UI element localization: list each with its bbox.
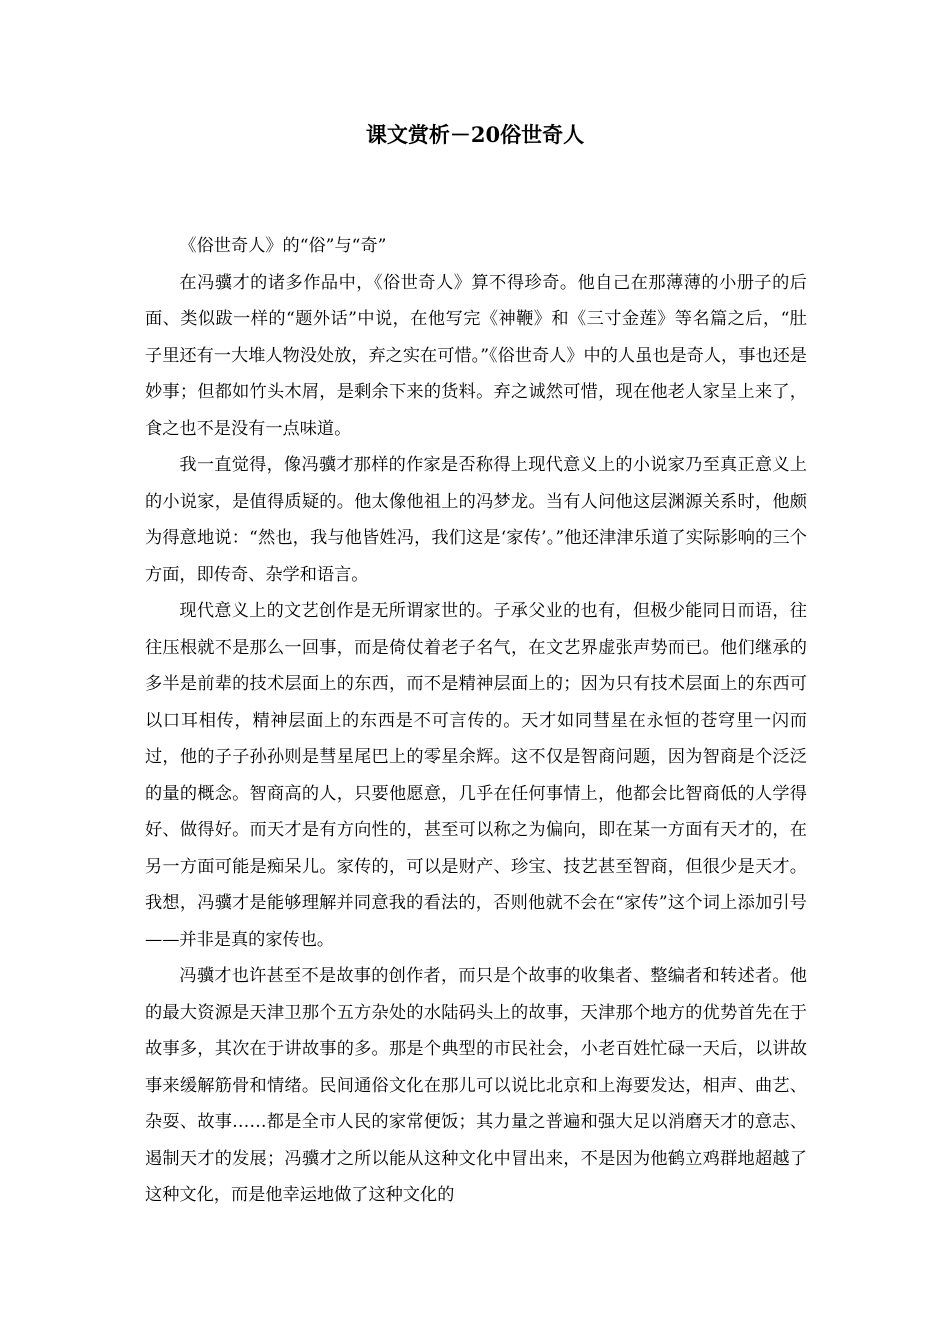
paragraph-1: 在冯骥才的诸多作品中，《俗世奇人》算不得珍奇。他自己在那薄薄的小册子的后面、类似跋一样的“题外话”中说，在他写完《神鞭》和《三寸金莲》等名篇之后，“肚子里还有一大堆人物没处放，弃之实在可惜。”《俗世奇人》中的人虽也是奇人，事也还是妙事；但都如竹头木屑，是剩余下来的货料。弃之诚然可惜，现在他老人家呈上来了，食之也不是没有一点味道。 [145, 272, 807, 439]
document-title: 课文赏析－20俗世奇人 [365, 122, 585, 147]
document-body [145, 228, 807, 1214]
section-subtitle: 《俗世奇人》的“俗”与“奇” [179, 236, 387, 256]
paragraph-4: 冯骥才也许甚至不是故事的创作者，而只是个故事的收集者、整编者和转述者。他的最大资源是天津卫那个五方杂处的水陆码头上的故事，天津那个地方的优势首先在于故事多，其次在于讲故事的多。那是个典型的市民社会，小老百姓忙碌一天后，以讲故事来缓解筋骨和情绪。民间通俗文化在那儿可以说比北京和上海要发达，相声、曲艺、杂耍、故事……都是全市人民的家常便饭；其力量之普遍和强大足以消磨天才的意志、遏制天才的发展；冯骥才之所以能从这种文化中冒出来，不是因为他鹤立鸡群地超越了这种文化，而是他幸运地做了这种文化的 [145, 966, 807, 1205]
paragraph-3: 现代意义上的文艺创作是无所谓家世的。子承父业的也有，但极少能同日而语，往往压根就不是那么一回事，而是倚仗着老子名气，在文艺界虚张声势而已。他们继承的多半是前辈的技术层面上的东西，而不是精神层面上的；因为只有技术层面上的东西可以口耳相传，精神层面上的东西是不可言传的。天才如同彗星在永恒的苍穹里一闪而过，他的子子孙孙则是彗星尾巴上的零星余辉。这不仅是智商问题，因为智商是个泛泛的量的概念。智商高的人，只要他愿意，几乎在任何事情上，他都会比智商低的人学得好、做得好。而天才是有方向性的，甚至可以称之为偏向，即在某一方面有天才的，在另一方面可能是痴呆儿。家传的，可以是财产、珍宝、技艺甚至智商，但很少是天才。我想，冯骥才是能够理解并同意我的看法的，否则他就不会在“家传”这个词上添加引号——并非是真的家传也。 [145, 601, 807, 950]
paragraph-2: 我一直觉得，像冯骥才那样的作家是否称得上现代意义上的小说家乃至真正意义上的小说家，是值得质疑的。他太像他祖上的冯梦龙。当有人问他这层渊源关系时，他颇为得意地说：“然也，我与他皆姓冯，我们这是‘家传’。”他还津津乐道了实际影响的三个方面，即传奇、杂学和语言。 [145, 455, 807, 585]
